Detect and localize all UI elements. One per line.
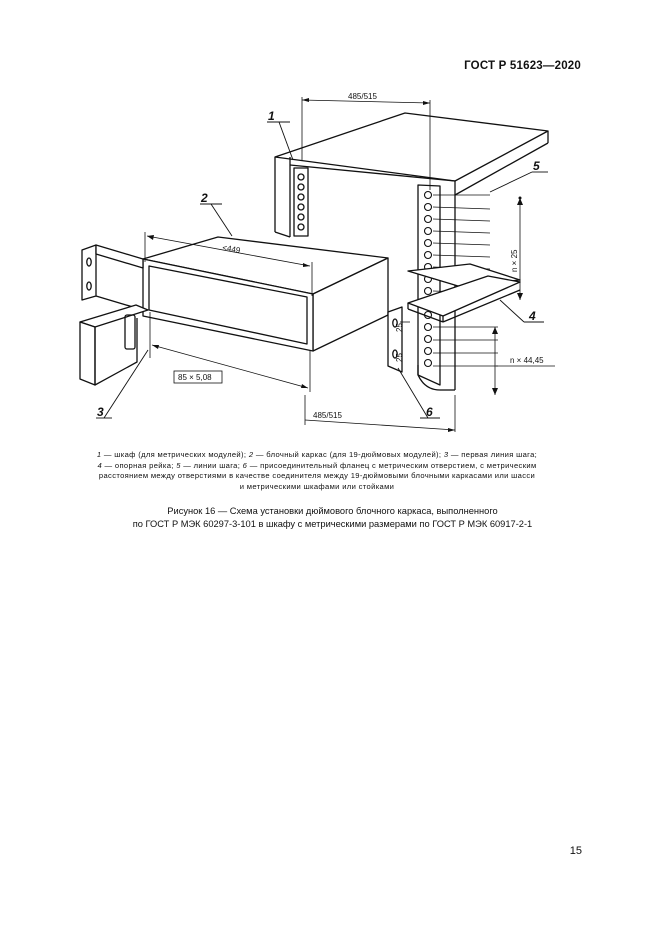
cabinet-rail-left bbox=[294, 168, 308, 236]
dim-pitch-4445: n × 44,45 bbox=[510, 356, 544, 365]
dim-bottom-width: 485/515 bbox=[313, 411, 342, 420]
dim-pitch-25: n × 25 bbox=[510, 249, 519, 272]
dim-top-width: 485/515 bbox=[348, 92, 377, 101]
legend-line-4: и метрическими шкафами или стойками bbox=[239, 481, 395, 491]
figure-caption bbox=[60, 505, 605, 531]
legend-line-3: расстоянием между отверстиями в качестве соединителя между 19-дюймовыми блочными каркасами или шасси bbox=[98, 471, 536, 481]
callout-6: 6 bbox=[426, 405, 433, 419]
callout-1: 1 bbox=[268, 109, 275, 123]
cabinet-rail-right bbox=[418, 185, 455, 390]
dim-side-2: 25 bbox=[395, 353, 404, 362]
flange-left bbox=[82, 245, 143, 310]
callout-3: 3 bbox=[97, 405, 104, 419]
legend-line-1: 1 — шкаф (для метрических модулей); 2 — блочный каркас (для 19-дюймовых модулей); 3 — первая линия шага; bbox=[96, 450, 538, 459]
callout-2: 2 bbox=[201, 191, 208, 205]
callout-4: 4 bbox=[529, 309, 536, 323]
standard-header: ГОСТ Р 51623—2020 bbox=[464, 60, 581, 72]
mounting-bracket bbox=[80, 305, 148, 385]
page-number: 15 bbox=[569, 845, 582, 857]
caption-line-1: Рисунок 16 — Схема установки дюймового блочного каркаса, выполненного bbox=[167, 506, 498, 516]
subrack bbox=[143, 237, 388, 351]
caption-line-2: по ГОСТ Р МЭК 60297-3-101 в шкафу с метрическими размерами по ГОСТ Р МЭК 60917-2-1 bbox=[132, 519, 533, 529]
legend-line-2: 4 — опорная рейка; 5 — линии шага; 6 — присоединительный фланец с метрическим отверстием, с метрическим bbox=[97, 460, 537, 470]
dim-inner-height: 85 × 5,08 bbox=[178, 373, 212, 382]
figure-legend bbox=[82, 450, 552, 492]
dim-inner-width: <449 bbox=[221, 243, 241, 256]
callout-5: 5 bbox=[533, 159, 540, 173]
dim-side-1: 25 bbox=[395, 323, 404, 332]
